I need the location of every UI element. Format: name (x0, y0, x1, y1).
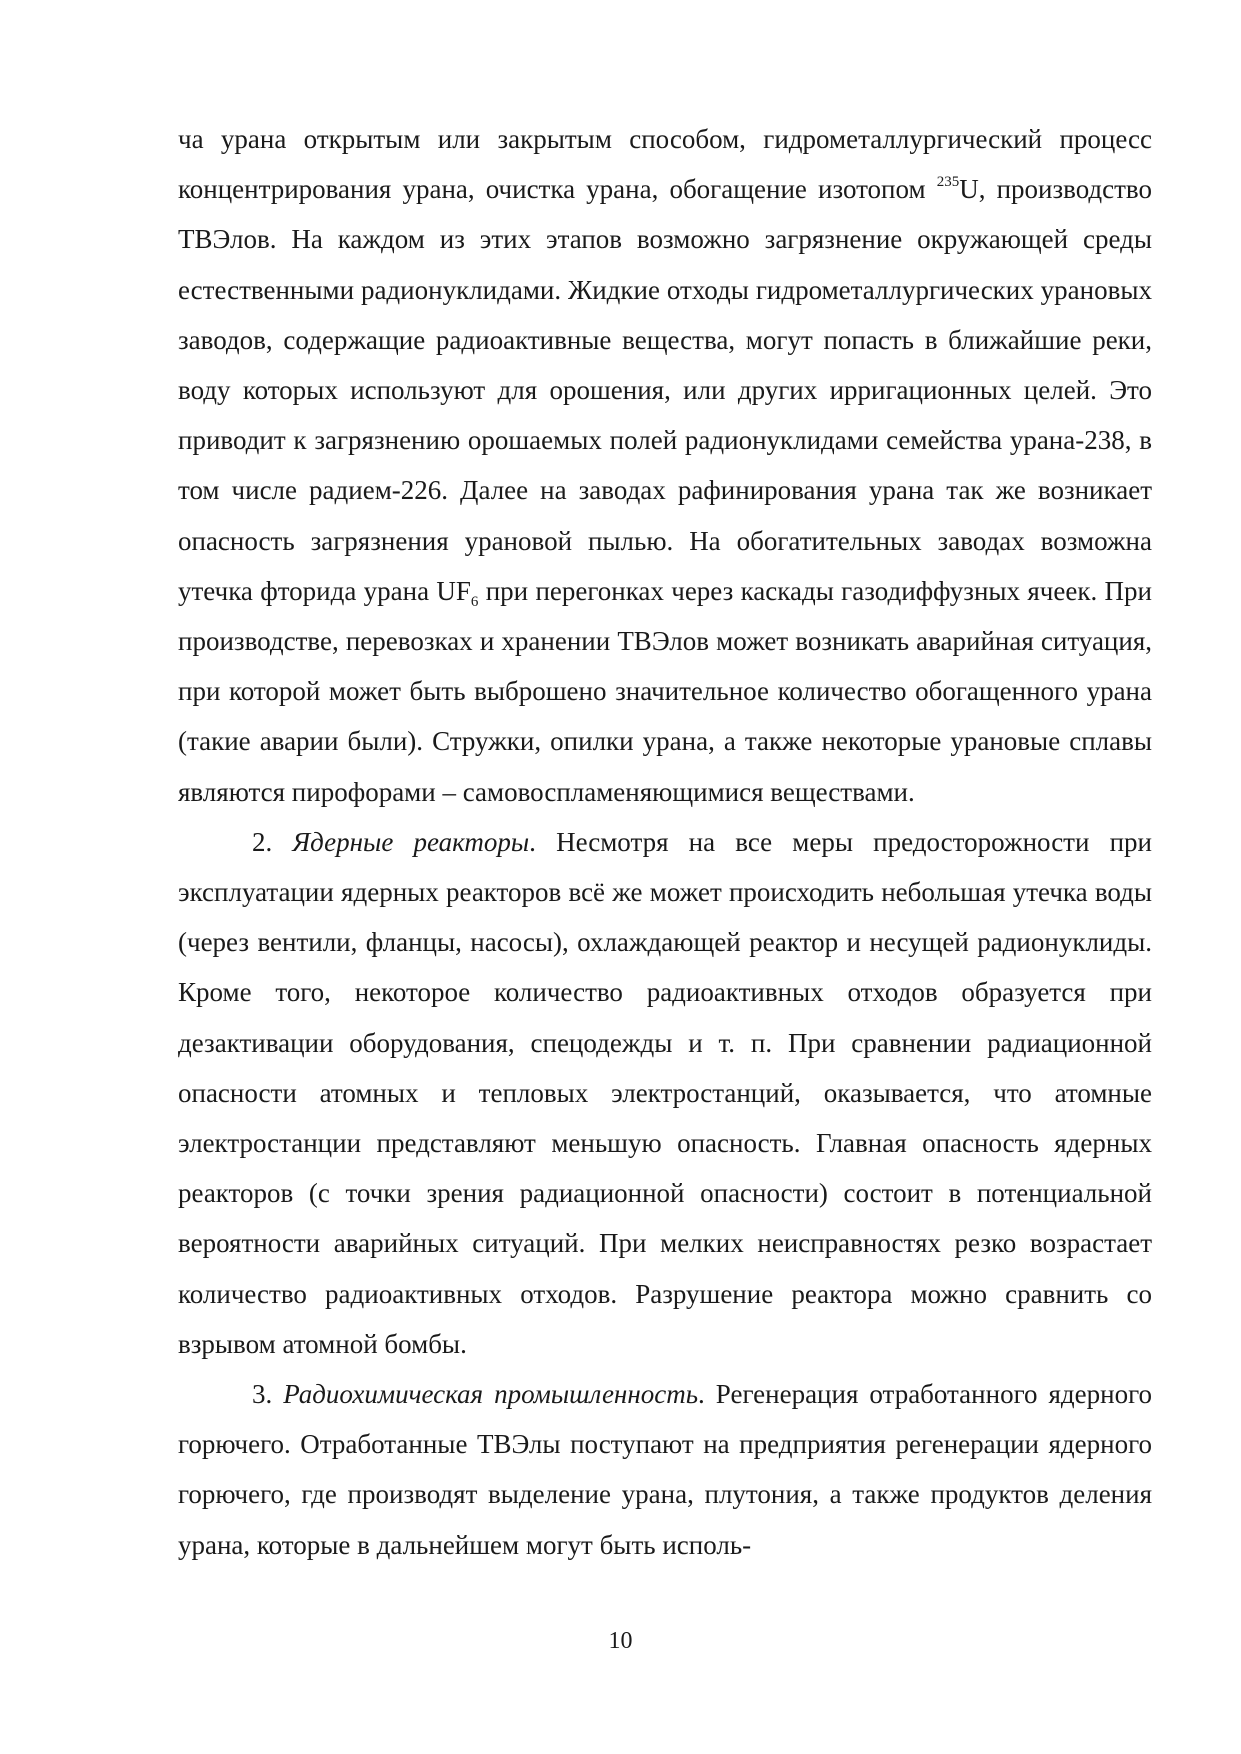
body-text (178, 114, 1152, 1570)
section-heading: Ядерные реакторы (292, 826, 530, 857)
paragraph-radiochemical-industry (178, 1369, 1152, 1570)
paragraph-text: . Несмотря на все меры предосторожности при эксплуатации ядерных реакторов всё же может происходить небольшая утечка воды (через вентили, фланцы, насосы), охлаждающей реактор и несущей радионуклиды. Кроме того, некоторое количество радиоактивных отходов образуется при дезактивации оборудования, спецодежды и т. п. При сравнении радиационной опасности атомных и тепловых электростанций, оказывается, что атомные электростанции представляют меньшую опасность. Главная опасность ядерных реакторов (с точки зрения радиационной опасности) состоит в потенциальной вероятности аварийных ситуаций. При мелких неисправностях резко возрастает количество радиоактивных отходов. Разрушение реактора можно сравнить со взрывом атомной бомбы. (178, 826, 1152, 1359)
paragraph-nuclear-reactors (178, 817, 1152, 1369)
paragraph-text: . Регенерация отработанного ядерного горючего. Отработанные ТВЭлы поступают на предприятия регенерации ядерного горючего, где производят выделение урана, плутония, а также продуктов деления урана, которые в дальнейшем могут быть исполь- (178, 1379, 1153, 1560)
page-number: 10 (608, 1628, 633, 1654)
section-heading: Радиохимическая промышленность (283, 1379, 698, 1410)
paragraph-text: ча урана открытым или закрытым способом, гидрометаллургический процесс концентрирования урана, очистка урана, обогащение изотопом (178, 124, 1152, 205)
formula-subscript: 6 (470, 593, 479, 610)
isotope-superscript: 235 (936, 174, 960, 191)
paragraph-uranium-processing (178, 114, 1152, 817)
paragraph-text: U, производство ТВЭлов. На каждом из этих этапов возможно загрязнение окружающей среды естественными радионуклидами. Жидкие отходы гидрометаллургических урановых заводов, содержащие радиоактивные вещества, могут попасть в ближайшие реки, воду которых используют для орошения, или других ирригационных целей. Это приводит к загрязнению орошаемых полей радионуклидами семейства урана-238, в том числе радием-226. Далее на заводах рафинирования урана так же возникает опасность загрязнения урановой пылью. На обогатительных заводах возможна утечка фторида урана UF (178, 174, 1153, 606)
paragraph-text: при перегонках через каскады газодиффузных ячеек. При производстве, перевозках и хранении ТВЭлов может возникать аварийная ситуация, при которой может быть выброшено значительное количество обогащенного урана (такие аварии были). Стружки, опилки урана, а также некоторые урановые сплавы являются пирофорами – самовоспламеняющимися веществами. (178, 575, 1152, 807)
item-number: 3. (252, 1379, 273, 1410)
item-number: 2. (252, 826, 273, 857)
